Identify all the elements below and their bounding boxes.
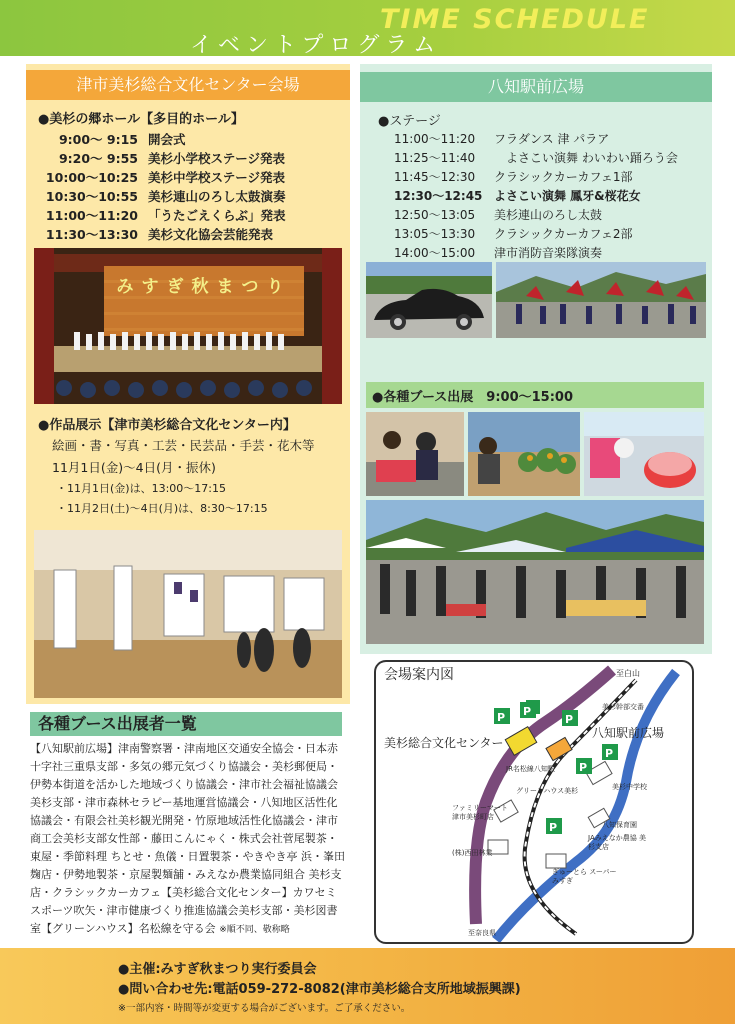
footer-band [0, 948, 735, 1024]
stage-row: 11:00〜11:20 フラダンス 津 パラア [394, 132, 610, 146]
footer-note: ※一部内容・時間等が変更する場合がございます。ご了承ください。 [118, 1003, 411, 1014]
exhibit-dates: 11月1日(金)〜4日(月・振休) [52, 460, 216, 475]
svg-text:P: P [549, 821, 558, 834]
exhibitors-list [30, 740, 346, 939]
stage-row: 12:30〜12:45 よさこい演舞 鳳牙&桜花女 [394, 189, 641, 203]
schedule-row: 9:20〜 9:55 美杉小学校ステージ発表 [58, 151, 286, 166]
schedule-row: 10:30〜10:55 美杉連山のろし太鼓演奏 [45, 189, 286, 204]
stage-row: 12:50〜13:05 美杉連山のろし太鼓 [394, 208, 603, 222]
exhibit-heading: ●作品展示【津市美杉総合文化センター内】 [38, 418, 296, 433]
exhibit-hours-2: ・11月2日(土)〜4日(月)は、8:30〜17:15 [56, 502, 268, 515]
stage-banner-text: みすぎ秋まつり [116, 277, 292, 297]
header-bar [0, 0, 735, 56]
left-venue-panel [26, 64, 350, 704]
booth-photo-3 [584, 412, 704, 496]
exhibitors-title: 各種ブース出展者一覧 [30, 712, 342, 736]
booth-photo-1 [366, 412, 464, 496]
stage-row: 11:25〜11:40 よさこい演舞 わいわい踊ろう会 [394, 151, 678, 165]
map-label-hoikuen: 八知保育園 [602, 821, 637, 829]
map-label-family: ファミリーマート 津市美杉町店 [452, 804, 508, 821]
hall-heading: ●美杉の郷ホール【多目的ホール】 [38, 112, 244, 127]
right-venue-title: 八知駅前広場 [360, 72, 712, 102]
schedule-row: 9:00〜 9:15 開会式 [58, 132, 186, 147]
map-label-shirasan: 至白山 [616, 669, 640, 678]
map-label-jr: JR名松線八知駅 [506, 765, 555, 773]
svg-text:P: P [565, 713, 574, 726]
organizer-line: ●主催:みすぎ秋まつり実行委員会 [118, 962, 317, 977]
booth-heading: ●各種ブース出展 9:00〜15:00 [372, 390, 574, 405]
map-drawing [376, 662, 692, 942]
svg-text:P: P [523, 705, 532, 718]
map-label-nishida: (株)西田林業 [452, 849, 493, 857]
booth-photo-2 [468, 412, 580, 496]
stage-heading: ●ステージ [378, 114, 441, 129]
stage-row: 11:45〜12:30 クラシックカーカフェ1部 [394, 170, 633, 184]
map-label-green: グリーンハウス美杉 [516, 787, 579, 795]
map-label-super: ぎゅーとら スーパーみすぎ [552, 868, 617, 885]
exhibition-hall-photo [34, 530, 342, 698]
left-venue-title: 津市美杉総合文化センター会場 [26, 70, 350, 100]
map-title: 会場案内図 [384, 667, 454, 683]
contact-line: ●問い合わせ先:電話059-272-8082(津市美杉総合支所地域振興課) [118, 982, 521, 997]
exhibit-items: 絵画・書・写真・工芸・民芸品・手芸・花木等 [52, 438, 315, 453]
schedule-row: 11:00〜11:20 「うたごえくらぶ」発表 [45, 208, 286, 223]
exhibit-hours-1: ・11月1日(金)は、13:00〜17:15 [56, 482, 226, 495]
exhibitors-note: ※順不同、敬称略 [219, 925, 290, 935]
header-title-en: TIME SCHEDULE [380, 4, 650, 35]
exhibitors-text: 【八知駅前広場】津南警察署・津南地区交通安全協会・日本赤十字社三重県支部・多気の郷元気づくり協議会・美杉郵便局・伊勢本街道を活かした地域づくり協議会・津市社会福祉協議会美杉支部・津市森林セラピー基地運営協議会・八知地区活性化協議会・有限会社美杉観光開発・竹原地域活性化協議会・津市商工会美杉支部女性部・藤田こんにゃく・株式会社菅尾製茶・東屋・季節料理 ちとせ・魚儀・日置製茶・やきやき亭 浜・峯田麹店・伊勢地製茶・京屋製麺舗・みえなか農業協同組合 美杉支店・クラシックカーカフェ【美杉総合文化センター】カワセミスポーツ吹矢・津市健康づくり推進協議会美杉支部・美杉図書室【グリーンハウス】名松線を守る会 [30, 742, 345, 935]
schedule-row: 11:30〜13:30 美杉文化協会芸能発表 [45, 227, 274, 242]
schedule-row: 10:00〜10:25 美杉中学校ステージ発表 [45, 170, 286, 185]
stage-row: 14:00〜15:00 津市消防音楽隊演奏 [394, 246, 603, 260]
yosakoi-dance-photo [496, 262, 706, 338]
booth-tents-photo [366, 500, 704, 644]
stage-row: 13:05〜13:30 クラシックカーカフェ2部 [394, 227, 633, 241]
map-label-bunka: 美杉総合文化センター [384, 736, 504, 750]
map-label-chugaku: 美杉中学校 [612, 783, 647, 791]
map-label-hachi: 八知駅前広場 [592, 726, 665, 740]
booth-heading-bar [366, 382, 704, 408]
svg-text:P: P [497, 711, 506, 724]
map-label-kansai: 美杉幹部交番 [602, 703, 644, 711]
map-label-ja: JAみえなか農協 美杉支店 [588, 834, 646, 851]
header-title-ja: イベントプログラム [190, 33, 442, 58]
hall-stage-photo [34, 248, 342, 404]
map-label-nara: 至奈良県 [468, 929, 496, 937]
classic-car-photo [366, 262, 492, 338]
svg-text:P: P [605, 747, 614, 760]
venue-map [374, 660, 694, 944]
svg-text:P: P [579, 761, 588, 774]
